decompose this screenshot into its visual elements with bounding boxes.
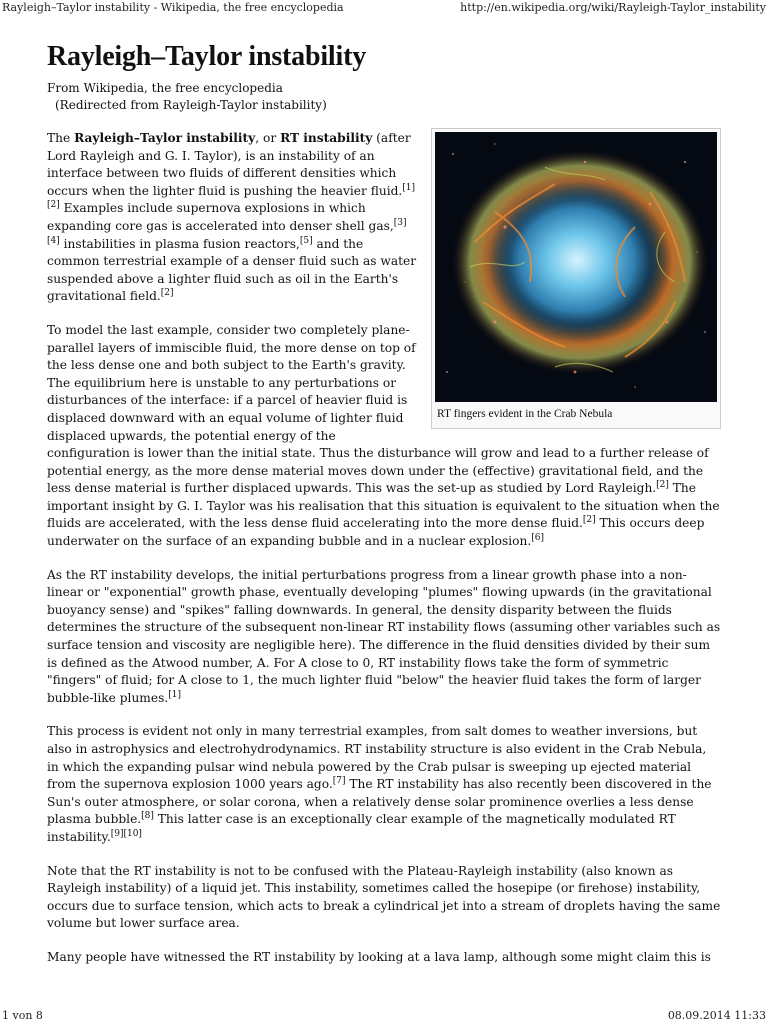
text-run: Note that the RT instability is not to be confused with the Plateau-Rayleigh instability (also known as Rayleigh instability) of a liquid jet. This instability, sometimes called the hosepipe (or firehose) instability, occurs due to surface tension, which acts to break a cylindrical jet into a stream of droplets having the same volume but lower surface area. [47, 863, 721, 931]
citation-link[interactable]: [9] [110, 828, 124, 839]
text-run: and the common terrestrial example of a denser fluid such as water suspended above a lighter fluid such as oil in the Earth's gravitational field. [47, 236, 417, 304]
text-run: This process is evident not only in many terrestrial examples, from salt domes to weather inversions, but also in astrophysics and electrohydrodynamics. RT instability structure is also evident in the Crab Nebula, in which the expanding pulsar wind nebula powered by the Crab pulsar is sweeping up ejected material from the supernova explosion 1000 years ago. [47, 724, 707, 792]
text-run: instabilities in plasma fusion reactors, [59, 236, 300, 251]
citation-link[interactable]: [5] [299, 235, 313, 246]
citation-link[interactable]: [7] [332, 776, 346, 787]
text-run: Examples include supernova explosions in which expanding core gas is accelerated into denser shell gas, [47, 201, 394, 233]
article-body [47, 130, 721, 967]
citation-link[interactable]: [2] [160, 288, 174, 299]
bold-term: Rayleigh–Taylor instability [74, 131, 256, 145]
text-run: , or [255, 131, 281, 145]
thumbnail-figure [431, 128, 721, 429]
text-run: The important insight by G. I. Taylor was his realisation that this situation is equivalent to the situation when the fluids are accelerated, with the less dense fluid accelerating into the more dense fluid. [47, 481, 720, 531]
site-subtitle: From Wikipedia, the free encyclopedia [47, 81, 283, 95]
figure-caption: RT fingers evident in the Crab Nebula [437, 408, 613, 420]
print-footer [0, 1008, 768, 1024]
page-title: Rayleigh–Taylor instability [47, 41, 366, 72]
redirect-notice: (Redirected from Rayleigh-Taylor instability) [55, 98, 327, 112]
paragraph-plateau [47, 863, 721, 933]
paragraph-lava-lamp [47, 949, 721, 967]
text-run: (after Lord Rayleigh and G. I. Taylor), is an instability of an interface between two fluids of different densities which occurs when the lighter fluid is pushing the heavier fluid. [47, 131, 411, 198]
citation-link[interactable]: [2] [47, 200, 60, 211]
paragraph-examples [47, 723, 721, 846]
text-run: This occurs deep underwater on the surface of an expanding bubble and in a nuclear explosion. [47, 516, 705, 549]
print-datetime: 08.09.2014 11:33 [667, 1009, 766, 1022]
citation-link[interactable]: [2] [656, 480, 669, 491]
print-header-title: Rayleigh–Taylor instability - Wikipedia, the free encyclopedia [2, 1, 344, 14]
citation-link[interactable]: [2] [582, 515, 596, 526]
text-run: Many people have witnessed the RT instability by looking at a lava lamp, although some might claim this is [47, 949, 711, 964]
citation-link[interactable]: [4] [47, 235, 60, 246]
citation-link[interactable]: [1] [168, 689, 181, 700]
print-header [0, 0, 768, 16]
citation-link[interactable]: [1] [402, 182, 416, 193]
citation-link[interactable]: [10] [123, 828, 142, 839]
text-run: As the RT instability develops, the initial perturbations progress from a linear growth phase into a non-linear or "exponential" growth phase, eventually developing "plumes" flowing upwards (in the gravitational buoyancy sense) and "spikes" falling downwards. In general, the density disparity between the fluids determines the structure of the subsequent non-linear RT instability flows (assuming other variables such as surface tension and viscosity are negligible here). The difference in the fluid densities divided by their sum is defined as the Atwood number, A. For A close to 0, RT instability flows take the form of symmetric "fingers" of fluid; for A close to 1, the much lighter fluid "below" the heavier fluid takes the form of larger bubble-like plumes. [47, 567, 721, 705]
text-run: The RT instability has also recently been discovered in the Sun's outer atmosphere, or solar corona, when a relatively dense solar prominence overlies a less dense plasma bubble. [47, 777, 712, 827]
citation-link[interactable]: [3] [393, 217, 407, 228]
text-run: The [47, 131, 75, 145]
citation-link[interactable]: [6] [531, 533, 544, 544]
bold-term: RT instability [280, 131, 373, 145]
text-run: To model the last example, consider two completely plane-parallel layers of immiscible fluid, the more dense on top of the less dense one and both subject to the Earth's gravity. The equilibrium here is unstable to any perturbations or disturbances of the interface: if a parcel of heavier fluid is displaced downward with an equal volume of lighter fluid displaced upwards, the potential energy of the configuration is lower than the initial state. Thus the disturbance will grow and lead to a further release of potential energy, as the more dense material moves down under the (effective) gravitational field, and the less dense material is further displaced upwards. This was the set-up as studied by Lord Rayleigh. [47, 322, 709, 496]
print-header-url[interactable]: http://en.wikipedia.org/wiki/Rayleigh-Taylor_instability [460, 1, 766, 14]
page-counter: 1 von 8 [2, 1009, 43, 1022]
citation-link[interactable]: [8] [141, 811, 154, 822]
article-content [47, 40, 721, 983]
text-run: This latter case is an exceptionally clear example of the magnetically modulated RT instability. [47, 812, 676, 844]
paragraph-growth [47, 567, 721, 708]
crab-nebula-image[interactable] [435, 132, 717, 402]
